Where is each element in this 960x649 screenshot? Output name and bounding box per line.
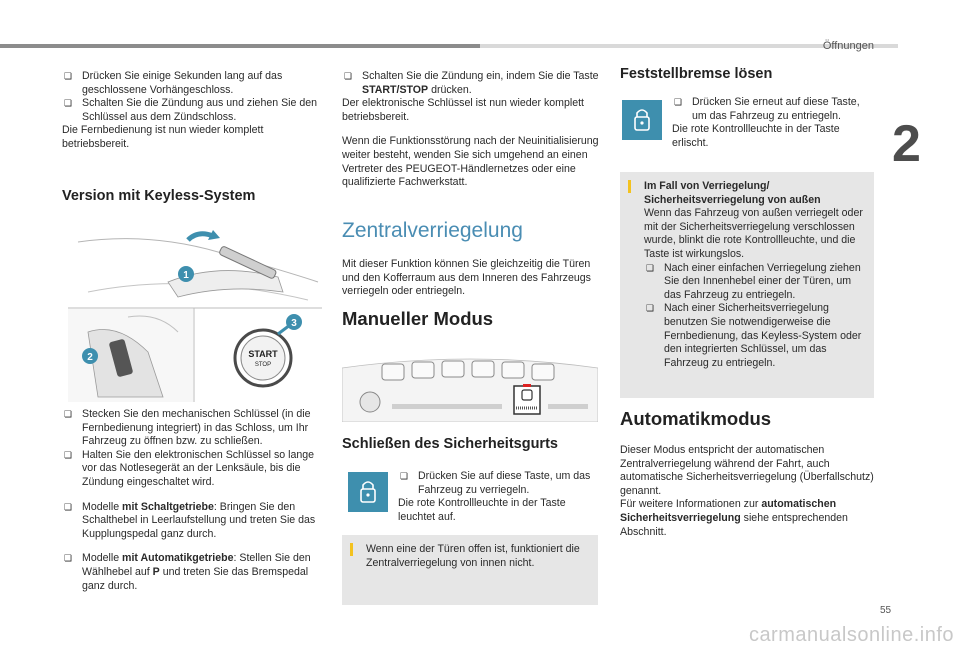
start-stop-label: START	[248, 349, 278, 359]
list-item: ❏ Stecken Sie den mechanischen Schlüssel (in die Fernbedienung integriert) in das Schloss, um Ihr Fahrzeug zu öffnen bzw. zu schließen.	[64, 408, 311, 448]
checkbox-bullet-icon: ❏	[646, 303, 655, 314]
column-1	[62, 70, 320, 152]
checkbox-bullet-icon: ❏	[344, 71, 353, 81]
list-item: ❏ Schalten Sie die Zündung ein, indem Sie die Taste START/STOP drücken.	[344, 70, 599, 96]
checkbox-bullet-icon: ❏	[64, 501, 73, 512]
start-stop-sublabel: STOP	[254, 362, 272, 368]
checkbox-bullet-icon: ❏	[64, 553, 73, 564]
column-2	[342, 70, 600, 190]
list-item: ❏ Drücken Sie einige Sekunden lang auf das geschlossene Vorhängeschloss.	[64, 70, 283, 96]
chapter-number: 2	[892, 115, 921, 173]
central-locking-text: Mit dieser Funktion können Sie gleichzeitig die Türen und den Kofferraum aus dem Inneren des Fahrzeugs verriegeln oder entriegeln.	[342, 258, 591, 298]
keyless-heading: Version mit Keyless-System	[62, 188, 256, 204]
info-title: Im Fall von Verriegelung/ Sicherheitsverriegelung von außen	[644, 180, 821, 206]
list-item: ❏ Modelle mit Schaltgetriebe: Bringen Sie den Schalthebel in Leerlaufstellung und treten Sie das Kupplungspedal ganz durch.	[64, 500, 316, 540]
keyless-illustration	[68, 222, 322, 402]
page-number: 55	[880, 605, 892, 616]
checkbox-bullet-icon: ❏	[64, 71, 73, 81]
svg-text:1: 1	[183, 270, 189, 281]
console-illustration	[342, 350, 598, 422]
paragraph: Der elektronische Schlüssel ist nun wieder komplett betriebsbereit.	[342, 97, 585, 123]
list-item: ❏ Nach einer Sicherheitsverriegelung benutzen Sie notwendigerweise die Fernbedienung, das Keyless-System oder den integrierten Schlüssel, um das Fahrzeug zu entriegeln.	[646, 302, 862, 369]
checkbox-bullet-icon: ❏	[646, 262, 655, 273]
checkbox-bullet-icon: ❏	[64, 409, 73, 419]
checkbox-bullet-icon: ❏	[400, 471, 409, 481]
central-locking-heading: Zentralverriegelung	[342, 219, 523, 242]
checkbox-bullet-icon: ❏	[674, 97, 683, 107]
column-1-lower	[62, 408, 320, 593]
paragraph: Wenn das Fahrzeug von außen verriegelt oder mit der Sicherheitsverriegelung verschlossen wurde, blinkt die rote Kontrollleuchte, und die Taste ist wirkungslos.	[644, 207, 863, 260]
info-marker-icon	[350, 543, 353, 556]
header-rule-dark	[0, 44, 480, 48]
seatbelt-text: ❏ Drücken Sie auf diese Taste, um das Fahrzeug zu verriegeln. Die rote Kontrollleuchte in der Taste leuchtet auf.	[398, 470, 598, 524]
chapter-name: Öffnungen	[822, 40, 874, 52]
padlock-icon	[348, 472, 388, 512]
info-box-doors: Wenn eine der Türen offen ist, funktioniert die Zentralverriegelung von innen nicht.	[342, 535, 598, 605]
parking-brake-text: ❏ Drücken Sie erneut auf diese Taste, um das Fahrzeug zu entriegeln. Die rote Kontrollleuchte in der Taste erlischt.	[672, 96, 868, 150]
checkbox-bullet-icon: ❏	[64, 98, 73, 109]
list-item: ❏ Modelle mit Automatikgetriebe: Stellen Sie den Wählhebel auf P und treten Sie das Bremspedal ganz durch.	[64, 552, 311, 592]
svg-text:2: 2	[87, 352, 93, 363]
padlock-icon	[622, 100, 662, 140]
info-marker-icon	[628, 180, 631, 193]
watermark: carmanualsonline.info	[748, 624, 954, 647]
manual-mode-heading: Manueller Modus	[342, 308, 494, 329]
list-item: ❏ Nach einer einfachen Verriegelung ziehen Sie den Innenhebel einer der Türen, um das Fahrzeug zu entriegeln.	[646, 261, 861, 301]
seatbelt-heading: Schließen des Sicherheitsgurts	[342, 436, 558, 452]
list-item: ❏ Drücken Sie auf diese Taste, um das Fahrzeug zu verriegeln.	[400, 470, 591, 496]
list-item: ❏ Halten Sie den elektronischen Schlüssel so lange vor das Notlesegerät an der Lenksäule, bis die Zündung eingeschaltet wird.	[64, 448, 315, 488]
list-item: ❏ Schalten Sie die Zündung aus und ziehen Sie den Schlüssel aus dem Zündschloss.	[64, 97, 318, 123]
paragraph: Die Fernbedienung ist nun wieder komplett betriebsbereit.	[62, 124, 264, 150]
parking-brake-heading: Feststellbremse lösen	[620, 66, 773, 82]
info-box-external-lock	[620, 172, 874, 398]
list-item: ❏ Drücken Sie erneut auf diese Taste, um das Fahrzeug zu entriegeln.	[674, 96, 860, 122]
svg-text:3: 3	[291, 318, 297, 329]
auto-mode-text: Dieser Modus entspricht der automatischen Zentralverriegelung während der Fahrt, auch automatische Sicherheitsverriegelung (Überfallschutz) genannt. Für weitere Informationen zur automatischen Sicherheitsverriegelung siehe entsprechenden Abschnitt.	[620, 444, 874, 538]
paragraph: Wenn die Funktionsstörung nach der Neuinitialisierung weiter besteht, wenden Sie sich umgehend an einen Vertreter des PEUGEOT-Händlernetzes oder eine qualifizierte Fachwerkstatt.	[342, 135, 599, 189]
auto-mode-heading: Automatikmodus	[620, 408, 772, 429]
checkbox-bullet-icon: ❏	[64, 449, 73, 460]
